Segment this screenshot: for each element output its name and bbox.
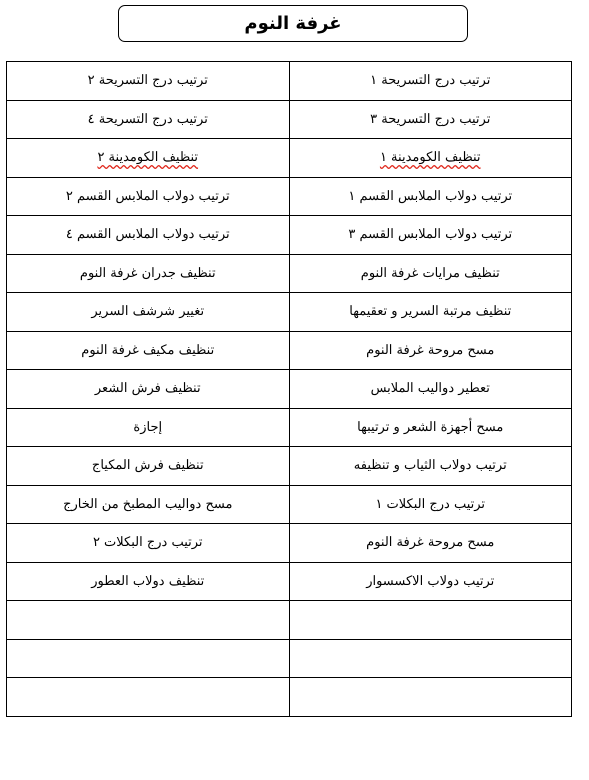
task-cell-left: تنظيف جدران غرفة النوم bbox=[7, 254, 290, 293]
table-row bbox=[7, 370, 572, 409]
task-cell-left: تغيير شرشف السرير bbox=[7, 293, 290, 332]
task-cell-right: تنظيف مرتبة السرير و تعقيمها bbox=[289, 293, 572, 332]
table-row bbox=[7, 254, 572, 293]
task-cell-right: مسح أجهزة الشعر و ترتيبها bbox=[289, 408, 572, 447]
task-cell-right: تنظيف مرايات غرفة النوم bbox=[289, 254, 572, 293]
table-row bbox=[7, 447, 572, 486]
table-row bbox=[7, 562, 572, 601]
task-cell-right: مسح مروحة غرفة النوم bbox=[289, 331, 572, 370]
table-row bbox=[7, 485, 572, 524]
table-row bbox=[7, 678, 572, 717]
task-cell-left: تنظيف الكومدينة ٢ bbox=[7, 139, 290, 178]
table-row bbox=[7, 331, 572, 370]
task-cell-left: ترتيب درج التسريحة ٤ bbox=[7, 100, 290, 139]
task-cell-right: ترتيب دولاب الثياب و تنظيفه bbox=[289, 447, 572, 486]
table-row bbox=[7, 524, 572, 563]
task-cell-right: تعطير دواليب الملابس bbox=[289, 370, 572, 409]
table-row bbox=[7, 601, 572, 640]
task-cell-left: تنظيف فرش الشعر bbox=[7, 370, 290, 409]
table-row bbox=[7, 177, 572, 216]
task-cell-left: تنظيف فرش المكياج bbox=[7, 447, 290, 486]
title-box bbox=[118, 5, 468, 42]
task-cell-left: تنظيف مكيف غرفة النوم bbox=[7, 331, 290, 370]
table-row bbox=[7, 216, 572, 255]
task-cell-left: تنظيف دولاب العطور bbox=[7, 562, 290, 601]
task-cell-right bbox=[289, 639, 572, 678]
task-cell-left bbox=[7, 678, 290, 717]
table-row bbox=[7, 639, 572, 678]
task-cell-right: ترتيب درج التسريحة ١ bbox=[289, 62, 572, 101]
table-row bbox=[7, 139, 572, 178]
table-row bbox=[7, 408, 572, 447]
table-row bbox=[7, 100, 572, 139]
task-cell-left: ترتيب دولاب الملابس القسم ٤ bbox=[7, 216, 290, 255]
table-row bbox=[7, 62, 572, 101]
task-cell-right bbox=[289, 678, 572, 717]
task-cell-right: ترتيب درج البكلات ١ bbox=[289, 485, 572, 524]
task-cell-right: تنظيف الكومدينة ١ bbox=[289, 139, 572, 178]
task-cell-right: مسح مروحة غرفة النوم bbox=[289, 524, 572, 563]
task-cell-right: ترتيب دولاب الملابس القسم ١ bbox=[289, 177, 572, 216]
task-cell-right: ترتيب دولاب الاكسسوار bbox=[289, 562, 572, 601]
task-cell-left: مسح دواليب المطبخ من الخارج bbox=[7, 485, 290, 524]
task-cell-right: ترتيب درج التسريحة ٣ bbox=[289, 100, 572, 139]
task-cell-right bbox=[289, 601, 572, 640]
page-title: غرفة النوم bbox=[244, 13, 342, 34]
task-cell-left: ترتيب دولاب الملابس القسم ٢ bbox=[7, 177, 290, 216]
task-cell-right: ترتيب دولاب الملابس القسم ٣ bbox=[289, 216, 572, 255]
task-cell-left bbox=[7, 639, 290, 678]
table-row bbox=[7, 293, 572, 332]
tasks-table bbox=[6, 61, 572, 717]
task-cell-left: إجازة bbox=[7, 408, 290, 447]
task-cell-left bbox=[7, 601, 290, 640]
task-cell-left: ترتيب درج البكلات ٢ bbox=[7, 524, 290, 563]
task-cell-left: ترتيب درج التسريحة ٢ bbox=[7, 62, 290, 101]
